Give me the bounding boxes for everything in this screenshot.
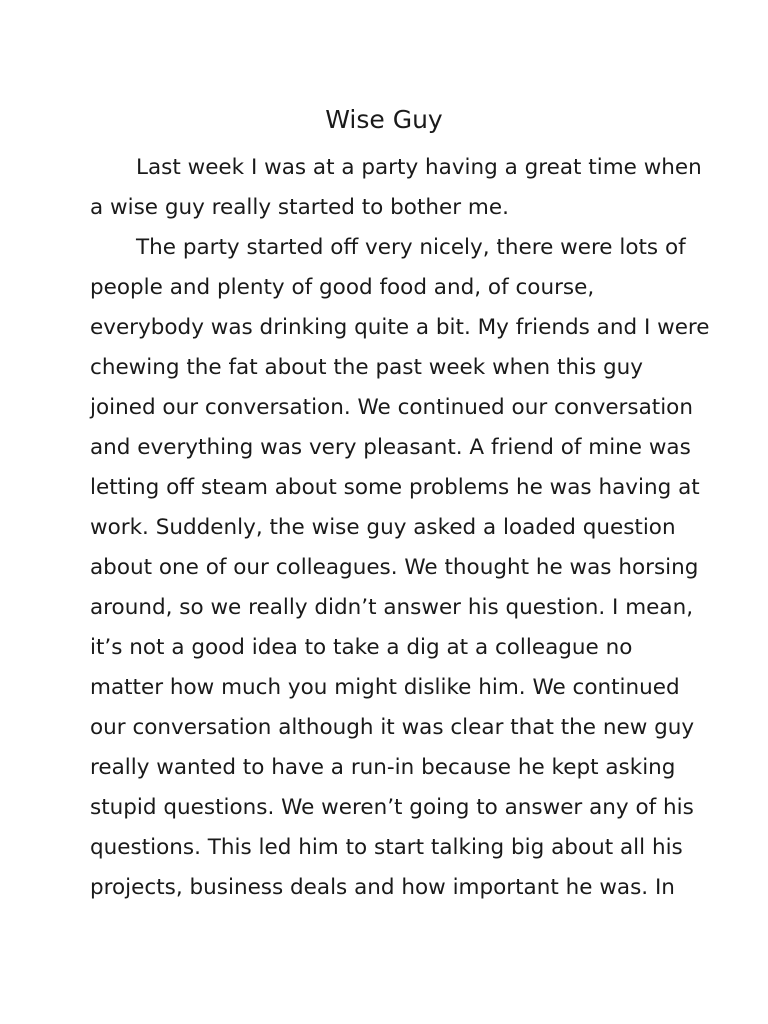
text-line: and everything was very pleasant. A friend of mine was [90, 435, 691, 460]
text-line: matter how much you might dislike him. We continued [90, 675, 680, 700]
text-line: questions. This led him to start talking big about all his [90, 835, 683, 860]
text-line: everybody was drinking quite a bit. My friends and I were [90, 315, 710, 340]
text-line: it’s not a good idea to take a dig at a colleague no [90, 635, 633, 660]
text-line: a wise guy really started to bother me. [90, 195, 509, 220]
text-line: letting off steam about some problems he was having at [90, 475, 700, 500]
text-line: joined our conversation. We continued our conversation [90, 395, 693, 420]
text-line: The party started off very nicely, there were lots of [136, 235, 686, 260]
text-line: projects, business deals and how important he was. In [90, 875, 675, 900]
text-line: people and plenty of good food and, of course, [90, 275, 595, 300]
document-body [90, 148, 710, 908]
text-line: stupid questions. We weren’t going to answer any of his [90, 795, 694, 820]
text-line: around, so we really didn’t answer his question. I mean, [90, 595, 694, 620]
text-line: Last week I was at a party having a great time when [136, 155, 702, 180]
text-line: chewing the fat about the past week when this guy [90, 355, 644, 380]
text-line: our conversation although it was clear that the new guy [90, 715, 695, 740]
text-line: work. Suddenly, the wise guy asked a loaded question [90, 515, 676, 540]
text-line: really wanted to have a run-in because he kept asking [90, 755, 676, 780]
document-title: Wise Guy [325, 105, 443, 134]
text-line: about one of our colleagues. We thought he was horsing [90, 555, 699, 580]
